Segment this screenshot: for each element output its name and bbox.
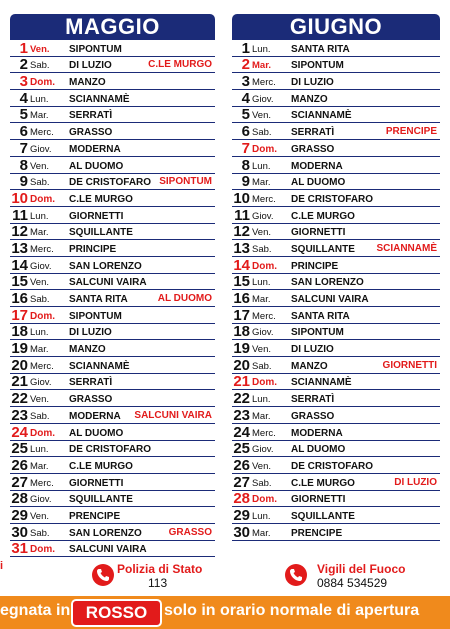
pharmacy-on-duty: MODERNA <box>291 160 343 172</box>
day-number: 1 <box>19 40 28 57</box>
pharmacy-on-duty: GRASSO <box>69 394 113 406</box>
day-number: 28 <box>233 490 250 508</box>
pharmacy-on-duty: SQUILLANTE <box>291 510 355 522</box>
pharmacy-on-duty: SCIANNAMÈ <box>69 93 130 105</box>
weekday: Lun. <box>252 160 271 172</box>
day-number: 20 <box>11 357 28 374</box>
day-number: 31 <box>11 540 28 558</box>
day-row <box>10 390 215 407</box>
pharmacy-on-duty: C.LE MURGO <box>69 193 133 205</box>
weekday: Lun. <box>252 43 271 55</box>
pharmacy-on-duty: AL DUOMO <box>69 427 124 439</box>
day-number: 12 <box>233 223 250 241</box>
weekday: Lun. <box>252 277 271 289</box>
weekday: Lun. <box>30 444 49 456</box>
day-row <box>10 374 215 391</box>
day-row <box>232 240 440 257</box>
pharmacy-on-duty: AL DUOMO <box>291 444 346 456</box>
day-number: 26 <box>11 457 28 474</box>
day-row <box>232 224 440 241</box>
day-number: 3 <box>19 73 28 91</box>
weekday: Merc. <box>252 77 276 89</box>
weekday: Sab. <box>30 60 50 72</box>
weekday: Mar. <box>252 527 271 539</box>
extra-pharmacy: AL DUOMO <box>157 293 212 304</box>
day-number: 18 <box>11 323 28 341</box>
day-number: 22 <box>11 390 28 408</box>
day-row <box>10 73 215 90</box>
weekday: Giov. <box>30 260 52 272</box>
day-number: 10 <box>233 190 250 207</box>
day-number: 11 <box>12 206 28 224</box>
day-number: 29 <box>11 507 28 524</box>
day-row <box>232 457 440 474</box>
firefighters-contact <box>285 562 435 592</box>
day-row <box>232 140 440 157</box>
weekday: Mar. <box>30 344 49 356</box>
day-number: 21 <box>11 373 28 391</box>
day-row <box>232 474 440 491</box>
day-number: 18 <box>233 323 250 341</box>
weekday: Sab. <box>252 243 272 255</box>
day-number: 6 <box>19 123 28 141</box>
day-row <box>10 224 215 241</box>
weekday: Giov. <box>252 93 274 105</box>
pharmacy-on-duty: SERRATÌ <box>69 110 113 122</box>
day-number: 13 <box>11 240 28 257</box>
weekday: Merc. <box>252 310 276 322</box>
day-number: 3 <box>241 73 250 91</box>
pharmacy-on-duty: GIORNETTI <box>291 494 346 506</box>
pharmacy-on-duty: AL DUOMO <box>291 177 346 189</box>
cropped-text-fragment: i <box>0 560 4 572</box>
firefighters-label: Vigili del Fuoco <box>317 562 406 576</box>
day-number: 21 <box>233 373 250 391</box>
weekday: Dom. <box>30 77 55 89</box>
pharmacy-on-duty: SQUILLANTE <box>291 243 355 255</box>
day-row <box>10 107 215 124</box>
day-row <box>232 524 440 541</box>
day-row <box>10 207 215 224</box>
weekday: Merc. <box>252 193 276 205</box>
firefighters-number: 0884 534529 <box>317 576 388 590</box>
extra-pharmacy: SIPONTUM <box>159 176 212 188</box>
pharmacy-on-duty: SIPONTUM <box>69 43 122 55</box>
day-row <box>10 157 215 174</box>
pharmacy-on-duty: C.LE MURGO <box>69 460 133 472</box>
day-number: 24 <box>11 423 28 441</box>
day-row <box>10 424 215 441</box>
day-row <box>10 174 215 191</box>
day-row <box>232 207 440 224</box>
pharmacy-on-duty: PRINCIPE <box>69 243 117 255</box>
day-row <box>10 507 215 524</box>
day-row <box>232 357 440 374</box>
pharmacy-on-duty: PRINCIPE <box>291 260 339 272</box>
pharmacy-on-duty: SAN LORENZO <box>69 260 142 272</box>
notice-banner <box>0 596 450 629</box>
pharmacy-on-duty: DE CRISTOFARO <box>291 193 374 205</box>
day-row <box>232 390 440 407</box>
day-row <box>10 357 215 374</box>
banner-text-after: solo in orario normale di apertura <box>164 602 420 619</box>
weekday: Dom. <box>30 193 55 205</box>
weekday: Sab. <box>30 410 50 422</box>
day-number: 19 <box>233 340 250 358</box>
pharmacy-on-duty: SCIANNAMÈ <box>291 377 352 389</box>
weekday: Lun. <box>30 210 49 222</box>
weekday: Lun. <box>252 394 271 406</box>
pharmacy-on-duty: MANZO <box>69 344 106 356</box>
weekday: Ven. <box>30 277 50 289</box>
weekday: Ven. <box>252 344 272 356</box>
pharmacy-on-duty: GIORNETTI <box>291 227 346 239</box>
day-number: 14 <box>11 256 28 274</box>
extra-pharmacy: PRENCIPE <box>385 126 437 138</box>
banner-text-before: egnata in <box>0 602 71 619</box>
weekday: Mar. <box>252 60 272 72</box>
day-number: 4 <box>241 90 250 107</box>
day-row <box>232 491 440 508</box>
day-number: 1 <box>241 40 250 57</box>
pharmacy-on-duty: SQUILLANTE <box>69 494 133 506</box>
day-row <box>232 441 440 458</box>
day-row <box>232 257 440 274</box>
pharmacy-on-duty: DI LUZIO <box>69 327 112 339</box>
weekday: Dom. <box>252 377 277 389</box>
pharmacy-on-duty: DE CRISTOFARO <box>69 444 152 456</box>
day-list <box>232 38 440 541</box>
day-number: 29 <box>233 507 250 524</box>
day-row <box>10 340 215 357</box>
day-number: 5 <box>19 106 28 124</box>
day-number: 12 <box>11 223 28 241</box>
weekday: Mar. <box>30 110 49 122</box>
day-number: 30 <box>233 523 250 541</box>
day-row <box>10 240 215 257</box>
weekday: Ven. <box>30 510 50 522</box>
day-number: 28 <box>11 490 28 508</box>
day-row <box>10 474 215 491</box>
day-number: 15 <box>233 273 250 291</box>
pharmacy-on-duty: GRASSO <box>69 127 113 139</box>
pharmacy-on-duty: MODERNA <box>69 410 121 422</box>
pharmacy-on-duty: GRASSO <box>291 143 335 155</box>
weekday: Merc. <box>30 243 54 255</box>
pharmacy-on-duty: GRASSO <box>291 410 335 422</box>
day-row <box>10 57 215 74</box>
weekday: Dom. <box>252 143 277 155</box>
day-number: 27 <box>11 473 28 491</box>
extra-pharmacy: SALCUNI VAIRA <box>134 409 212 421</box>
day-row <box>232 107 440 124</box>
pharmacy-on-duty: SANTA RITA <box>291 310 350 322</box>
pharmacy-on-duty: SERRATÌ <box>69 377 113 389</box>
day-list <box>10 38 215 557</box>
month-column-maggio <box>10 14 215 557</box>
pharmacy-on-duty: SCIANNAMÈ <box>69 360 130 372</box>
day-row <box>232 340 440 357</box>
day-row <box>232 407 440 424</box>
pharmacy-on-duty: DI LUZIO <box>291 77 334 89</box>
weekday: Merc. <box>252 427 276 439</box>
weekday: Ven. <box>30 43 50 55</box>
day-row <box>232 374 440 391</box>
day-row <box>232 57 440 74</box>
day-number: 15 <box>11 273 28 291</box>
day-row <box>10 457 215 474</box>
weekday: Sab. <box>30 294 50 305</box>
day-number: 7 <box>241 140 250 157</box>
pharmacy-on-duty: MANZO <box>69 77 106 89</box>
day-row <box>232 424 440 441</box>
day-number: 9 <box>241 173 250 191</box>
pharmacy-on-duty: GIORNETTI <box>69 477 124 489</box>
day-number: 5 <box>241 106 250 124</box>
pharmacy-on-duty: DI LUZIO <box>291 344 334 356</box>
weekday: Mar. <box>252 294 271 305</box>
weekday: Sab. <box>252 360 272 372</box>
day-number: 25 <box>11 440 28 458</box>
day-row <box>10 190 215 207</box>
day-number: 24 <box>233 423 250 441</box>
pharmacy-on-duty: C.LE MURGO <box>291 210 355 222</box>
day-number: 6 <box>241 123 250 141</box>
day-number: 8 <box>241 156 250 174</box>
month-title: MAGGIO <box>10 14 215 38</box>
day-row <box>232 40 440 57</box>
day-row <box>10 40 215 57</box>
pharmacy-on-duty: SAN LORENZO <box>69 527 142 539</box>
day-row <box>10 407 215 424</box>
day-number: 27 <box>233 473 250 491</box>
weekday: Mar. <box>252 410 271 422</box>
day-number: 17 <box>233 307 250 324</box>
day-number: 14 <box>233 256 250 274</box>
day-row <box>10 524 215 541</box>
weekday: Lun. <box>30 327 49 339</box>
weekday: Ven. <box>30 160 50 172</box>
phone-icon <box>92 564 114 586</box>
pharmacy-on-duty: SIPONTUM <box>291 60 344 72</box>
police-contact <box>92 562 222 592</box>
pharmacy-on-duty: SANTA RITA <box>69 294 128 305</box>
month-column-giugno <box>232 14 440 541</box>
day-row <box>10 324 215 341</box>
weekday: Giov. <box>252 210 274 222</box>
day-number: 20 <box>233 357 250 374</box>
day-row <box>232 174 440 191</box>
day-row <box>232 307 440 324</box>
weekday: Giov. <box>30 494 52 506</box>
pharmacy-on-duty: SANTA RITA <box>291 43 350 55</box>
day-row <box>10 491 215 508</box>
day-row <box>10 290 215 307</box>
phone-icon <box>285 564 307 586</box>
weekday: Dom. <box>30 544 55 556</box>
police-number: 113 <box>148 576 168 590</box>
pharmacy-on-duty: MANZO <box>291 360 328 372</box>
weekday: Sab. <box>30 177 50 189</box>
weekday: Lun. <box>252 510 271 522</box>
pharmacy-on-duty: DI LUZIO <box>69 60 112 72</box>
day-row <box>232 190 440 207</box>
weekday: Dom. <box>252 494 277 506</box>
weekday: Giov. <box>252 327 274 339</box>
day-row <box>232 324 440 341</box>
extra-pharmacy: GRASSO <box>168 526 212 538</box>
pharmacy-on-duty: PRENCIPE <box>291 527 343 539</box>
pharmacy-on-duty: DE CRISTOFARO <box>69 177 152 189</box>
day-number: 22 <box>233 390 250 408</box>
weekday: Dom. <box>252 260 277 272</box>
weekday: Lun. <box>30 93 49 105</box>
day-number: 10 <box>11 190 28 207</box>
day-row <box>10 274 215 291</box>
day-number: 8 <box>19 156 28 174</box>
weekday: Sab. <box>252 127 272 139</box>
day-number: 19 <box>11 340 28 358</box>
weekday: Mar. <box>252 177 271 189</box>
pharmacy-on-duty: MANZO <box>291 93 328 105</box>
day-number: 2 <box>241 56 250 74</box>
day-number: 26 <box>233 457 250 474</box>
weekday: Dom. <box>30 427 55 439</box>
weekday: Dom. <box>30 310 55 322</box>
day-number: 23 <box>233 407 250 424</box>
day-row <box>232 274 440 291</box>
pharmacy-on-duty: SALCUNI VAIRA <box>69 544 147 556</box>
pharmacy-on-duty: SQUILLANTE <box>69 227 133 239</box>
day-number: 9 <box>19 173 28 191</box>
day-row <box>232 73 440 90</box>
weekday: Giov. <box>30 143 52 155</box>
day-number: 4 <box>19 90 28 107</box>
pharmacy-on-duty: SALCUNI VAIRA <box>291 294 369 305</box>
weekday: Giov. <box>30 377 52 389</box>
weekday: Merc. <box>30 127 54 139</box>
extra-pharmacy: SCIANNAMÈ <box>376 242 437 254</box>
pharmacy-on-duty: GIORNETTI <box>69 210 124 222</box>
day-number: 13 <box>233 240 250 257</box>
pharmacy-on-duty: SIPONTUM <box>291 327 344 339</box>
weekday: Mar. <box>30 460 49 472</box>
pharmacy-on-duty: PRENCIPE <box>69 510 121 522</box>
pharmacy-on-duty: AL DUOMO <box>69 160 124 172</box>
day-row <box>232 507 440 524</box>
day-row <box>10 441 215 458</box>
day-number: 16 <box>11 290 28 307</box>
day-row <box>10 541 215 558</box>
police-label: Polizia di Stato <box>117 562 203 576</box>
day-number: 16 <box>233 290 250 307</box>
month-title: GIUGNO <box>232 14 440 38</box>
pharmacy-on-duty: SCIANNAMÈ <box>291 110 352 122</box>
weekday: Ven. <box>252 460 272 472</box>
weekday: Merc. <box>30 360 54 372</box>
day-number: 17 <box>11 307 28 324</box>
weekday: Sab. <box>252 477 272 489</box>
pharmacy-on-duty: C.LE MURGO <box>291 477 355 489</box>
day-number: 7 <box>19 140 28 157</box>
weekday: Merc. <box>30 477 54 489</box>
day-row <box>10 257 215 274</box>
pharmacy-on-duty: SALCUNI VAIRA <box>69 277 147 289</box>
weekday: Mar. <box>30 227 49 239</box>
day-row <box>10 307 215 324</box>
pharmacy-on-duty: DE CRISTOFARO <box>291 460 374 472</box>
day-row <box>232 157 440 174</box>
pharmacy-on-duty: MODERNA <box>69 143 121 155</box>
day-number: 25 <box>233 440 250 458</box>
day-row <box>10 90 215 107</box>
weekday: Sab. <box>30 527 50 539</box>
banner-highlight: ROSSO <box>71 599 162 627</box>
pharmacy-on-duty: MODERNA <box>291 427 343 439</box>
extra-pharmacy: GIORNETTI <box>382 359 437 371</box>
day-row <box>10 140 215 157</box>
pharmacy-on-duty: SERRATÌ <box>291 127 335 139</box>
pharmacy-on-duty: SERRATÌ <box>291 394 335 406</box>
weekday: Ven. <box>252 227 272 239</box>
pharmacy-on-duty: SAN LORENZO <box>291 277 364 289</box>
day-number: 23 <box>11 407 28 424</box>
pharmacy-on-duty: SIPONTUM <box>69 310 122 322</box>
day-row <box>232 123 440 140</box>
day-row <box>232 290 440 307</box>
day-number: 2 <box>19 56 28 74</box>
weekday: Giov. <box>252 444 274 456</box>
weekday: Ven. <box>252 110 272 122</box>
day-number: 11 <box>234 206 250 224</box>
day-row <box>232 90 440 107</box>
day-row <box>10 123 215 140</box>
weekday: Ven. <box>30 394 50 406</box>
extra-pharmacy: DI LUZIO <box>394 476 437 488</box>
day-number: 30 <box>11 523 28 541</box>
extra-pharmacy: C.LE MURGO <box>148 59 212 71</box>
